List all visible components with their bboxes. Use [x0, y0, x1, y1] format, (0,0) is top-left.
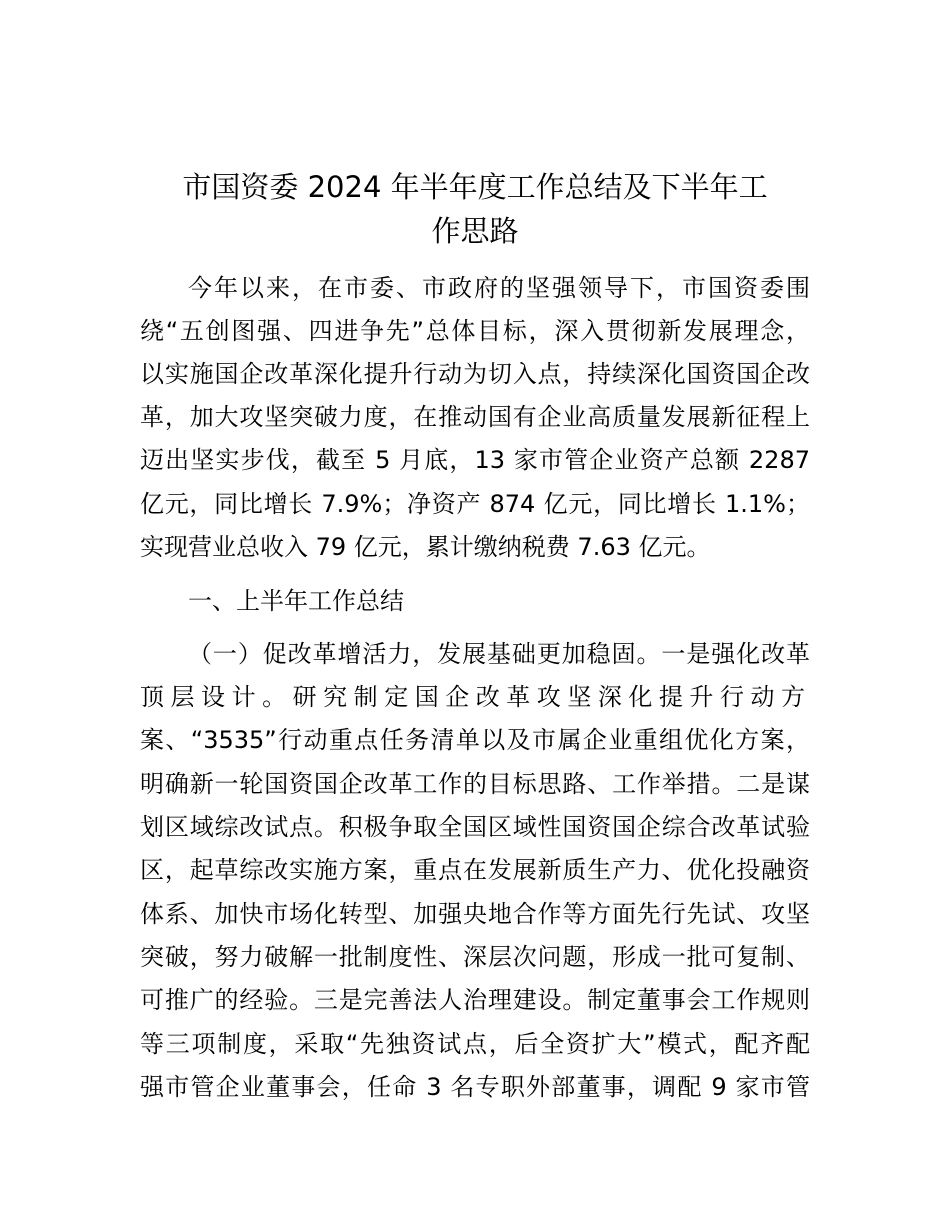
intro-paragraph-line: 迈出坚实步伐，截至 5 月底，13 家市管企业资产总额 2287 [140, 446, 810, 474]
document-title-line-1: 市国资委 2024 年半年度工作总结及下半年工 [182, 170, 768, 204]
intro-paragraph-line: 以实施国企改革深化提升行动为切入点，持续深化国资国企改 [140, 360, 810, 388]
body-paragraph-line: 顶层设计。研究制定国企改革攻坚深化提升行动方 [140, 683, 810, 711]
body-paragraph-line: （一）促改革增活力，发展基础更加稳固。一是强化改革 [188, 640, 810, 668]
body-paragraph-line: 突破，努力破解一批制度性、深层次问题，形成一批可复制、 [140, 943, 810, 971]
body-paragraph-line: 强市管企业董事会，任命 3 名专职外部董事，调配 9 家市管 [140, 1073, 810, 1101]
intro-paragraph-line: 亿元，同比增长 7.9%；净资产 874 亿元，同比增长 1.1%； [140, 490, 810, 518]
intro-paragraph-line: 绕“五创图强、四进争先”总体目标，深入贯彻新发展理念， [140, 317, 810, 345]
body-paragraph-line: 划区域综改试点。积极争取全国区域性国资国企综合改革试验 [140, 813, 810, 841]
intro-paragraph-line: 革，加大攻坚突破力度，在推动国有企业高质量发展新征程上 [140, 403, 810, 431]
body-paragraph-line: 可推广的经验。三是完善法人治理建设。制定董事会工作规则 [140, 986, 810, 1014]
document-title-line-2: 作思路 [431, 214, 519, 248]
body-paragraph-line: 区，起草综改实施方案，重点在发展新质生产力、优化投融资 [140, 856, 810, 884]
body-paragraph-line: 等三项制度，采取“先独资试点，后全资扩大”模式，配齐配 [140, 1030, 810, 1058]
body-paragraph-line: 案、“3535”行动重点任务清单以及市属企业重组优化方案， [140, 726, 810, 754]
intro-paragraph-line: 今年以来，在市委、市政府的坚强领导下，市国资委围 [188, 274, 810, 302]
body-paragraph-line: 体系、加快市场化转型、加强央地合作等方面先行先试、攻坚 [140, 900, 810, 928]
intro-paragraph-line: 实现营业总收入 79 亿元，累计缴纳税费 7.63 亿元。 [140, 533, 711, 561]
body-paragraph-line: 明确新一轮国资国企改革工作的目标思路、工作举措。二是谋 [140, 770, 810, 798]
section-heading: 一、上半年工作总结 [188, 587, 404, 615]
